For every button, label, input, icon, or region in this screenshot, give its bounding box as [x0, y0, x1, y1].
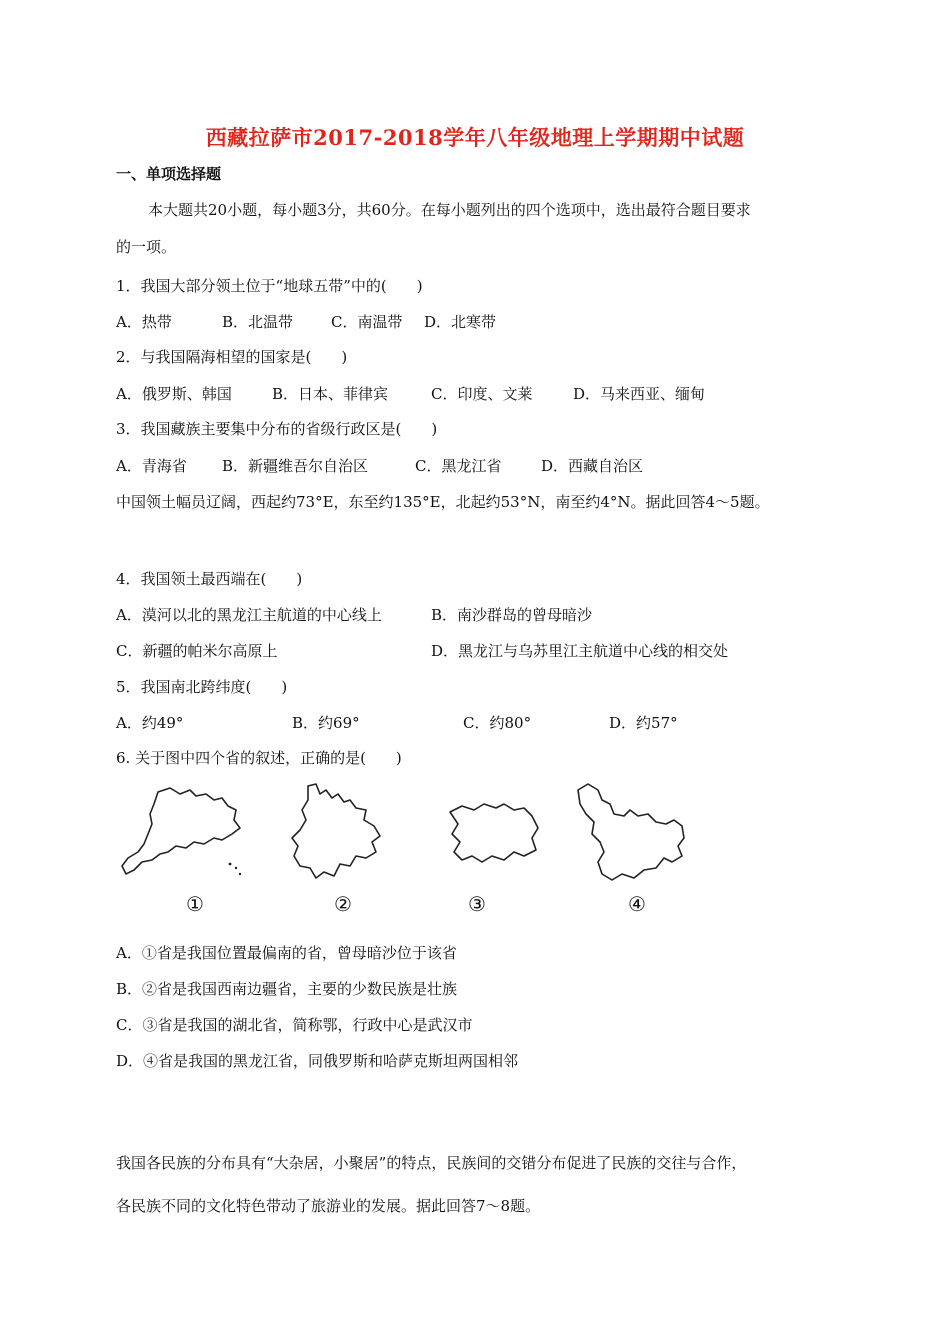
province-maps-figure [116, 780, 736, 925]
question-2-option-c: C．印度、文莱 [431, 385, 533, 403]
question-6-option-b: B．②省是我国西南边疆省，主要的少数民族是壮族 [116, 980, 458, 998]
intro-text-line-2: 的一项。 [116, 238, 177, 256]
question-6-option-c: C．③省是我国的湖北省，简称鄂，行政中心是武汉市 [116, 1016, 473, 1034]
context-questions-7-8-line-2: 各民族不同的文化特色带动了旅游业的发展。据此回答7～8题。 [116, 1197, 541, 1215]
province-map-2-outline [286, 780, 386, 890]
question-4-option-b: B．南沙群岛的曾母暗沙 [431, 606, 593, 624]
section-heading: 一、单项选择题 [116, 165, 222, 183]
question-2-option-a: A．俄罗斯、韩国 [116, 385, 232, 403]
question-4-stem: 4．我国领土最西端在( ) [116, 570, 303, 588]
question-3-option-a: A．青海省 [116, 457, 187, 475]
province-map-3-outline [438, 798, 548, 878]
question-1-stem: 1．我国大部分领土位于“地球五带”中的( ) [116, 277, 423, 295]
question-3-option-c: C．黑龙江省 [415, 457, 502, 475]
question-2-option-d: D．马来西亚、缅甸 [573, 385, 706, 403]
question-5-option-c: C．约80° [463, 714, 532, 732]
question-1-option-d: D．北寒带 [424, 313, 497, 331]
question-3-stem: 3．我国藏族主要集中分布的省级行政区是( ) [116, 420, 438, 438]
question-4-option-c: C．新疆的帕米尔高原上 [116, 642, 278, 660]
province-map-4-label: ④ [628, 892, 646, 916]
question-5-option-b: B．约69° [292, 714, 360, 732]
question-1-option-c: C．南温带 [331, 313, 403, 331]
context-questions-7-8-line-1: 我国各民族的分布具有“大杂居，小聚居”的特点，民族间的交错分布促进了民族的交往与合作， [116, 1154, 747, 1172]
question-3-option-b: B．新疆维吾尔自治区 [222, 457, 369, 475]
question-6-option-d: D．④省是我国的黑龙江省，同俄罗斯和哈萨克斯坦两国相邻 [116, 1052, 519, 1070]
question-3-option-d: D．西藏自治区 [541, 457, 644, 475]
intro-text-line-1: 本大题共20小题，每小题3分，共60分。在每小题列出的四个选项中，选出最符合题目要求 [148, 201, 751, 219]
province-map-1-label: ① [186, 892, 204, 916]
question-1-option-b: B．北温带 [222, 313, 294, 331]
question-4-option-a: A．漠河以北的黑龙江主航道的中心线上 [116, 606, 382, 624]
province-map-3-label: ③ [468, 892, 486, 916]
page-title: 西藏拉萨市2017-2018学年八年级地理上学期期中试题 [205, 125, 745, 150]
question-2-option-b: B．日本、菲律宾 [272, 385, 389, 403]
question-6-option-a: A．①省是我国位置最偏南的省，曾母暗沙位于该省 [116, 944, 457, 962]
province-map-4-outline [572, 780, 692, 890]
province-map-2-label: ② [334, 892, 352, 916]
context-questions-4-5: 中国领土幅员辽阔，西起约73°E，东至约135°E，北起约53°N，南至约4°N。据此回答4～5题。 [116, 493, 770, 511]
question-5-option-a: A．约49° [116, 714, 184, 732]
question-4-option-d: D．黑龙江与乌苏里江主航道中心线的相交处 [431, 642, 729, 660]
question-5-stem: 5．我国南北跨纬度( ) [116, 678, 288, 696]
question-1-option-a: A．热带 [116, 313, 172, 331]
province-map-1-outline [118, 782, 248, 887]
question-2-stem: 2．与我国隔海相望的国家是( ) [116, 348, 348, 366]
question-6-stem: 6. 关于图中四个省的叙述，正确的是( ) [116, 749, 402, 767]
question-5-option-d: D．约57° [609, 714, 678, 732]
